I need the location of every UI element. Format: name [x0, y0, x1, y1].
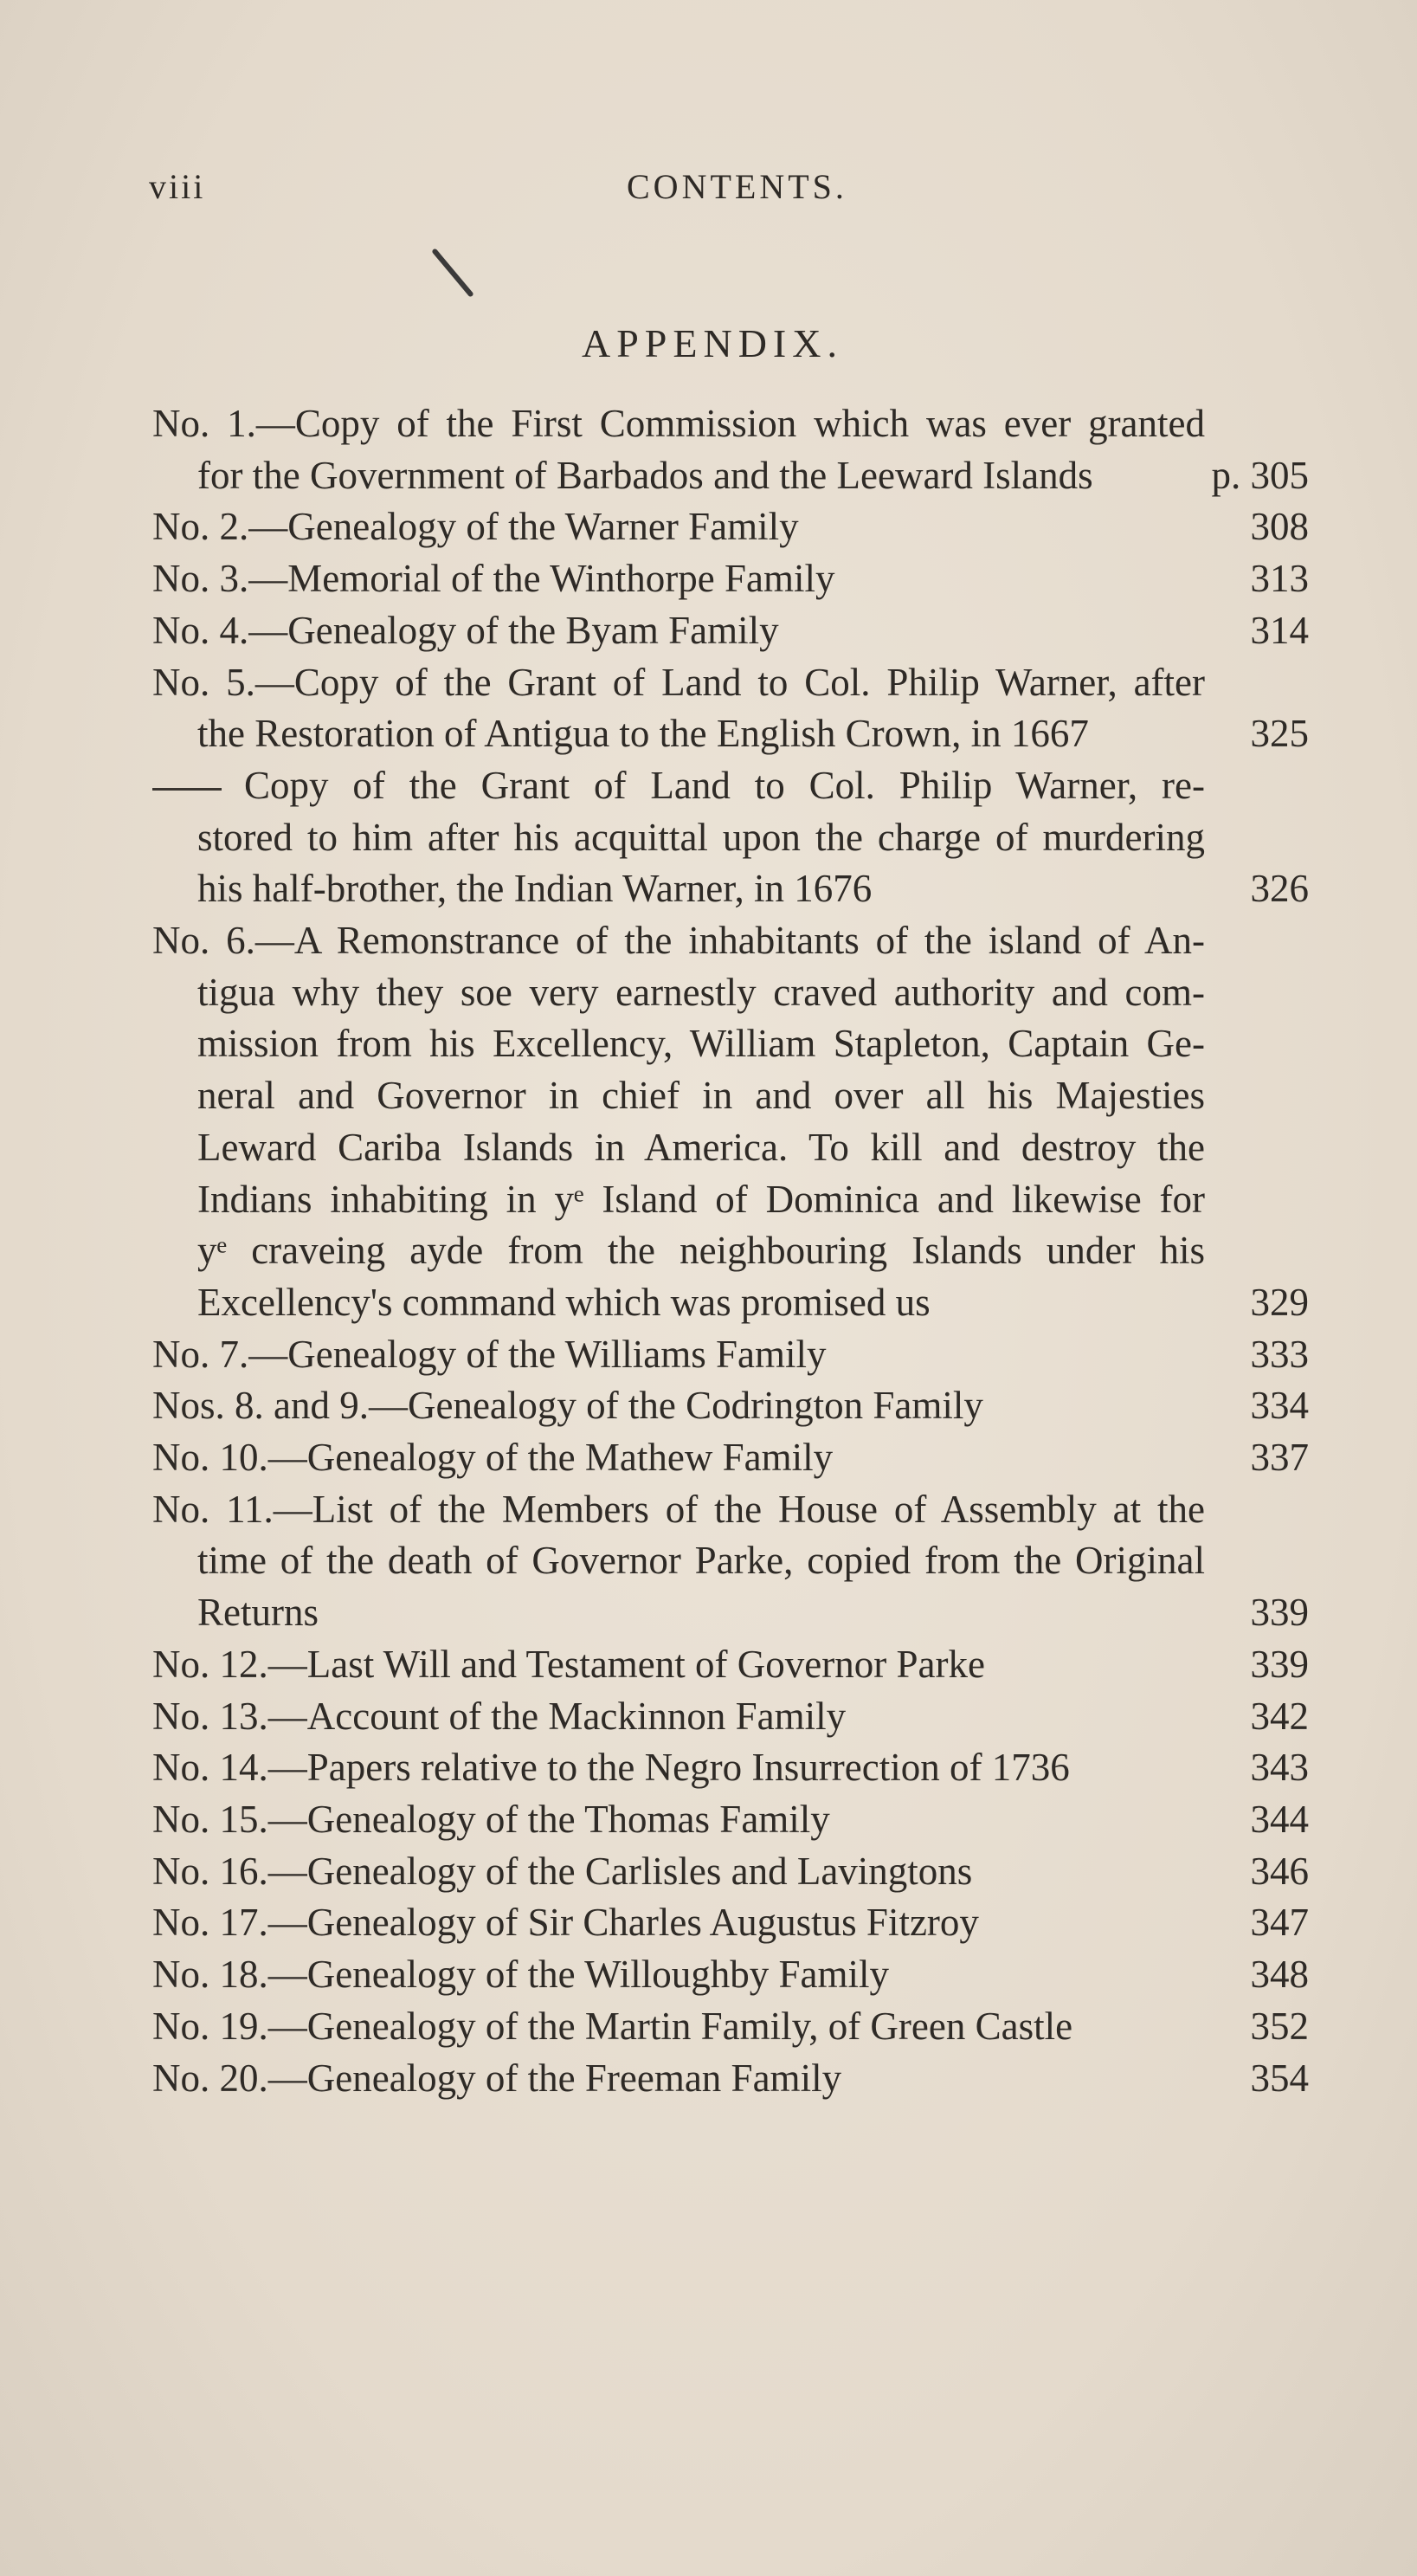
- toc-entry-text: No. 18.—Genealogy of the Willoughby Family: [152, 1953, 890, 1997]
- toc-entry-text: No. 13.—Account of the Mackinnon Family: [152, 1694, 847, 1738]
- toc-entry-text: Indians inhabiting in yᵉ Island of Dominica and likewise for: [197, 1177, 1205, 1221]
- toc-entry-text: No. 2.—Genealogy of the Warner Family: [152, 505, 799, 549]
- toc-entry-line: [152, 2001, 1309, 2053]
- toc-entry-line: [152, 1639, 1309, 1691]
- toc-page-number: 342: [1250, 1694, 1309, 1738]
- toc-entry-text: No. 14.—Papers relative to the Negro Insurrection of 1736: [152, 1746, 1070, 1790]
- toc-entry-text: No. 10.—Genealogy of the Mathew Family: [152, 1436, 834, 1480]
- toc-entry-line: [152, 1484, 1309, 1536]
- toc-page-number: 329: [1250, 1280, 1309, 1324]
- toc-entry-text: yᵉ craveing ayde from the neighbouring Islands under his: [197, 1229, 1205, 1273]
- toc-page-number: 325: [1250, 712, 1309, 756]
- toc-entry: [152, 915, 1309, 1329]
- toc-entry: [152, 605, 1309, 657]
- toc-entry-text: the Restoration of Antigua to the English Crown, in 1667: [197, 712, 1089, 756]
- toc-entry: [152, 1639, 1309, 1691]
- toc-entry-text: time of the death of Governor Parke, copied from the Original: [197, 1539, 1205, 1583]
- toc-page-number: 354: [1250, 2056, 1309, 2100]
- toc-entry-text: No. 6.—A Remonstrance of the inhabitants of the island of An-: [152, 919, 1205, 963]
- running-header: [149, 166, 1274, 218]
- toc-page-number: p. 305: [1211, 453, 1309, 497]
- toc-entry-line: [152, 1535, 1309, 1587]
- toc-entry: [152, 760, 1309, 915]
- toc-page-number: 326: [1250, 867, 1309, 911]
- toc-entry-line: [152, 1432, 1309, 1484]
- toc-page-number: 344: [1250, 1797, 1309, 1841]
- toc-entry-line: [152, 812, 1309, 864]
- toc-entry: [152, 1432, 1309, 1484]
- toc-page-number: 339: [1250, 1642, 1309, 1686]
- toc-entry: [152, 1691, 1309, 1743]
- toc-entry-line: [152, 2053, 1309, 2105]
- toc-entry-line: [152, 1225, 1309, 1277]
- toc-entry-line: [152, 1897, 1309, 1949]
- toc-entry-line: [152, 553, 1309, 605]
- toc-entry: [152, 1897, 1309, 1949]
- toc-entry-line: [152, 657, 1309, 709]
- toc-entry: [152, 1949, 1309, 2001]
- table-of-contents: [152, 398, 1309, 2104]
- toc-entry: [152, 2053, 1309, 2105]
- section-title: APPENDIX.: [582, 321, 843, 365]
- toc-entry-line: [152, 1846, 1309, 1898]
- toc-page-number: 334: [1250, 1384, 1309, 1428]
- toc-entry: [152, 1329, 1309, 1381]
- toc-entry-text: No. 15.—Genealogy of the Thomas Family: [152, 1797, 830, 1841]
- toc-entry-text: No. 12.—Last Will and Testament of Governor Parke: [152, 1642, 985, 1686]
- toc-entry-line: [152, 760, 1309, 812]
- toc-entry-line: [152, 1174, 1309, 1226]
- toc-entry-text: No. 20.—Genealogy of the Freeman Family: [152, 2056, 842, 2100]
- toc-page-number: 346: [1250, 1849, 1309, 1893]
- toc-page-number: 308: [1250, 505, 1309, 549]
- toc-page-number: 337: [1250, 1436, 1309, 1480]
- toc-entry: [152, 657, 1309, 760]
- toc-page-number: 314: [1250, 608, 1309, 652]
- toc-entry-text: No. 1.—Copy of the First Commission which was ever granted: [152, 402, 1205, 445]
- toc-entry-text: Returns: [197, 1591, 319, 1635]
- toc-entry-line: [152, 398, 1309, 450]
- toc-entry-line: [152, 863, 1309, 915]
- toc-entry-line: [152, 1380, 1309, 1432]
- toc-entry-line: [152, 1277, 1309, 1329]
- toc-entry-text: No. 3.—Memorial of the Winthorpe Family: [152, 557, 835, 601]
- toc-page-number: 343: [1250, 1746, 1309, 1790]
- toc-entry-text: No. 4.—Genealogy of the Byam Family: [152, 608, 779, 652]
- toc-entry-line: [152, 1949, 1309, 2001]
- toc-entry-text: No. 17.—Genealogy of Sir Charles Augustus Fitzroy: [152, 1901, 979, 1945]
- toc-entry-line: [152, 605, 1309, 657]
- toc-page-number: 333: [1250, 1332, 1309, 1376]
- toc-page-number: 347: [1250, 1901, 1309, 1945]
- toc-entry: [152, 1846, 1309, 1898]
- toc-entry-text: Leward Cariba Islands in America. To kill and destroy the: [197, 1125, 1205, 1169]
- toc-page-number: 348: [1250, 1953, 1309, 1997]
- toc-entry-line: [152, 450, 1309, 502]
- toc-entry: [152, 398, 1309, 501]
- toc-page-number: 352: [1250, 2004, 1309, 2048]
- toc-entry: [152, 1742, 1309, 1794]
- running-title: CONTENTS.: [627, 167, 847, 206]
- toc-entry-text: his half-brother, the Indian Warner, in 1676: [197, 867, 873, 911]
- toc-entry-line: [152, 1122, 1309, 1174]
- toc-entry-text: No. 5.—Copy of the Grant of Land to Col. Philip Warner, after: [152, 660, 1205, 704]
- ditto-rule: [152, 788, 222, 791]
- toc-entry-text: Nos. 8. and 9.—Genealogy of the Codrington Family: [152, 1384, 983, 1428]
- toc-entry-line: [152, 1070, 1309, 1122]
- toc-entry-line: [152, 1794, 1309, 1846]
- toc-entry: [152, 1484, 1309, 1639]
- toc-entry-text: stored to him after his acquittal upon the charge of murdering: [197, 815, 1205, 859]
- toc-entry-text: mission from his Excellency, William Stapleton, Captain Ge-: [197, 1022, 1205, 1066]
- toc-entry-line: [152, 1691, 1309, 1743]
- toc-entry-text: Copy of the Grant of Land to Col. Philip Warner, re-: [244, 763, 1205, 807]
- toc-entry: [152, 2001, 1309, 2053]
- toc-entry-line: [152, 1329, 1309, 1381]
- toc-entry-text: tigua why they soe very earnestly craved authority and com-: [197, 970, 1205, 1014]
- toc-entry-text: No. 11.—List of the Members of the House of Assembly at the: [152, 1487, 1205, 1531]
- toc-entry-text: No. 7.—Genealogy of the Williams Family: [152, 1332, 827, 1376]
- toc-entry-line: [152, 708, 1309, 760]
- toc-entry-line: [152, 967, 1309, 1019]
- toc-entry: [152, 1380, 1309, 1432]
- toc-entry-text: Excellency's command which was promised us: [197, 1280, 931, 1324]
- toc-entry-text: No. 19.—Genealogy of the Martin Family, of Green Castle: [152, 2004, 1073, 2048]
- toc-entry: [152, 553, 1309, 605]
- toc-entry-line: [152, 915, 1309, 967]
- toc-entry-text: No. 16.—Genealogy of the Carlisles and Lavingtons: [152, 1849, 973, 1893]
- page-number: viii: [149, 167, 206, 206]
- toc-entry-text: neral and Governor in chief in and over all his Majesties: [197, 1074, 1205, 1118]
- ink-mark: [431, 248, 474, 297]
- toc-entry-line: [152, 501, 1309, 553]
- toc-page-number: 313: [1250, 557, 1309, 601]
- toc-entry-text: for the Government of Barbados and the Leeward Islands: [197, 453, 1093, 497]
- toc-page-number: 339: [1250, 1591, 1309, 1635]
- toc-entry: [152, 501, 1309, 553]
- toc-entry: [152, 1794, 1309, 1846]
- toc-entry-line: [152, 1587, 1309, 1639]
- toc-entry-line: [152, 1742, 1309, 1794]
- toc-entry-line: [152, 1018, 1309, 1070]
